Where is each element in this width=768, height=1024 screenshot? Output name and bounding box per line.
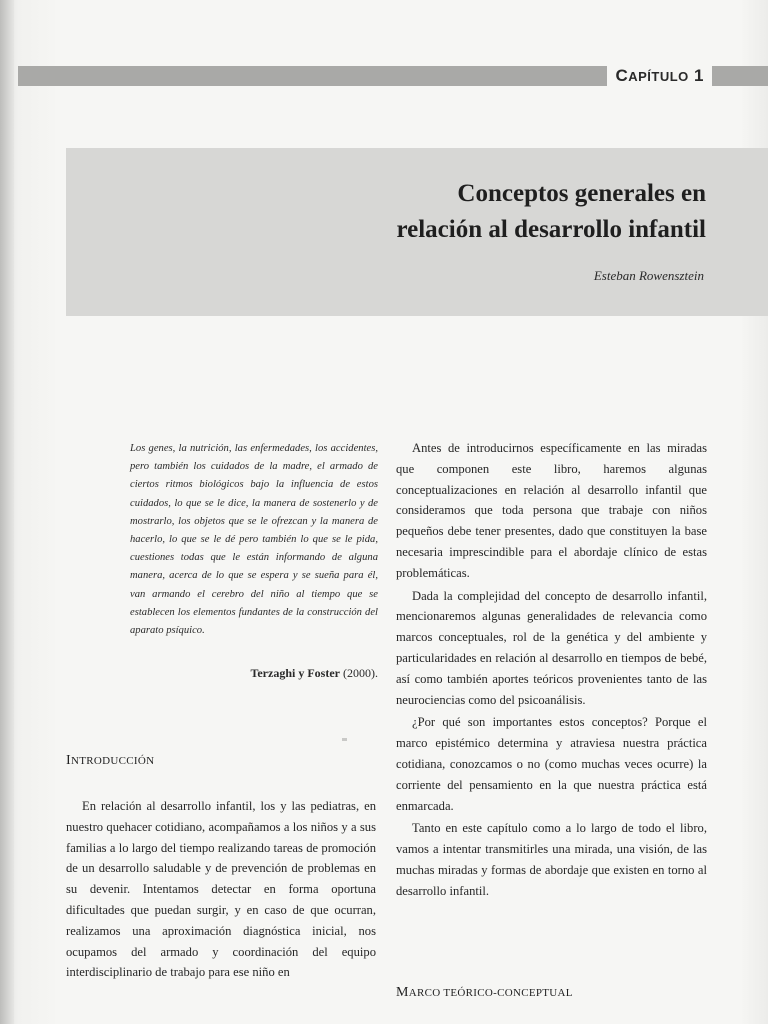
- chapter-label-initial: C: [615, 66, 629, 85]
- left-column-text: [66, 796, 376, 985]
- epigraph-citation: [130, 666, 378, 681]
- chapter-number: 1: [694, 66, 704, 85]
- section-heading-introduccion: [66, 753, 154, 769]
- section-heading-smallcaps: NTRODUCCIÓN: [70, 755, 155, 767]
- epigraph-citation-year: (2000).: [343, 666, 378, 680]
- section-heading-initial: M: [396, 985, 409, 1000]
- book-spine-shadow: [0, 0, 14, 1024]
- right-column-text: [396, 438, 707, 904]
- chapter-label-smallcaps: APÍTULO: [628, 69, 689, 84]
- section-heading-marco-teorico: [396, 985, 573, 1001]
- body-paragraph: Dada la complejidad del concepto de desarrollo infantil, mencionaremos algunas generalidades de relevancia como marcos conceptuales, rol de la genética y del ambiente y particularidades en relación al desarrollo en tiempos de bebé, así como también aportes teóricos provenientes tanto de las neurociencias como del psicoanálisis.: [396, 588, 707, 707]
- chapter-label: [607, 62, 712, 90]
- section-heading-smallcaps: ARCO TEÓRICO-CONCEPTUAL: [408, 987, 573, 999]
- intro-paragraph: En relación al desarrollo infantil, los y las pediatras, en nuestro quehacer cotidiano, acompañamos a los niños y a sus familias a lo largo del tiempo realizando tareas de promoción de un desarrollo saludable y de prevención de problemas en su devenir. Intentamos detectar en forma oportuna dificultades que puedan surgir, y en caso de que ocurran, realizamos una aproximación diagnóstica inicial, nos ocupamos del armado y coordinación del equipo interdisciplinario de trabajo para ese niño en: [66, 799, 376, 980]
- section-heading-initial: I: [66, 753, 71, 768]
- epigraph-citation-authors: Terzaghi y Foster: [250, 666, 340, 680]
- scan-smudge: [342, 738, 347, 741]
- epigraph-quote: Los genes, la nutrición, las enfermedades, los accidentes, pero también los cuidados de la madre, el armado de ciertos ritmos biológicos bajo la influencia de estos cuidados, lo que se le dice, la manera de sostenerlo y de mostrarlo, los objetos que se le ofrezcan y la manera de hacerlo, lo que se le dé pero también lo que se le pida, cuestiones todas que le están informando de alguna manera, acerca de lo que se espera y se sueña para él, van armando el cerebro del niño al tiempo que se establecen los elementos fundantes de la construcción del aparato psíquico.: [130, 443, 378, 637]
- body-paragraph: Antes de introducirnos específicamente en las miradas que componen este libro, haremos algunas conceptualizaciones en relación al desarrollo infantil que consideramos que toda persona que trabaje con niños pequeños debe tener presentes, dado que constituyen la base necesaria imprescindible para el abordaje clínico de estas problemáticas.: [396, 441, 707, 580]
- body-paragraph: ¿Por qué son importantes estos conceptos? Porque el marco epistémico determina y atraviesa nuestra práctica cotidiana, conozcamos o no (como muchas veces ocurre) la corriente del pensamiento en la que nuestra práctica está enmarcada.: [396, 715, 707, 813]
- chapter-author: Esteban Rowensztein: [593, 268, 704, 283]
- body-paragraph: Tanto en este capítulo como a lo largo de todo el libro, vamos a intentar transmitirles una mirada, una visión, de las muchas miradas y formas de abordaje que existen en torno al desarrollo infantil.: [396, 821, 707, 898]
- chapter-title-line-2: relación al desarrollo infantil: [396, 216, 706, 243]
- chapter-title: [306, 176, 706, 248]
- chapter-title-line-1: Conceptos generales en: [457, 180, 706, 207]
